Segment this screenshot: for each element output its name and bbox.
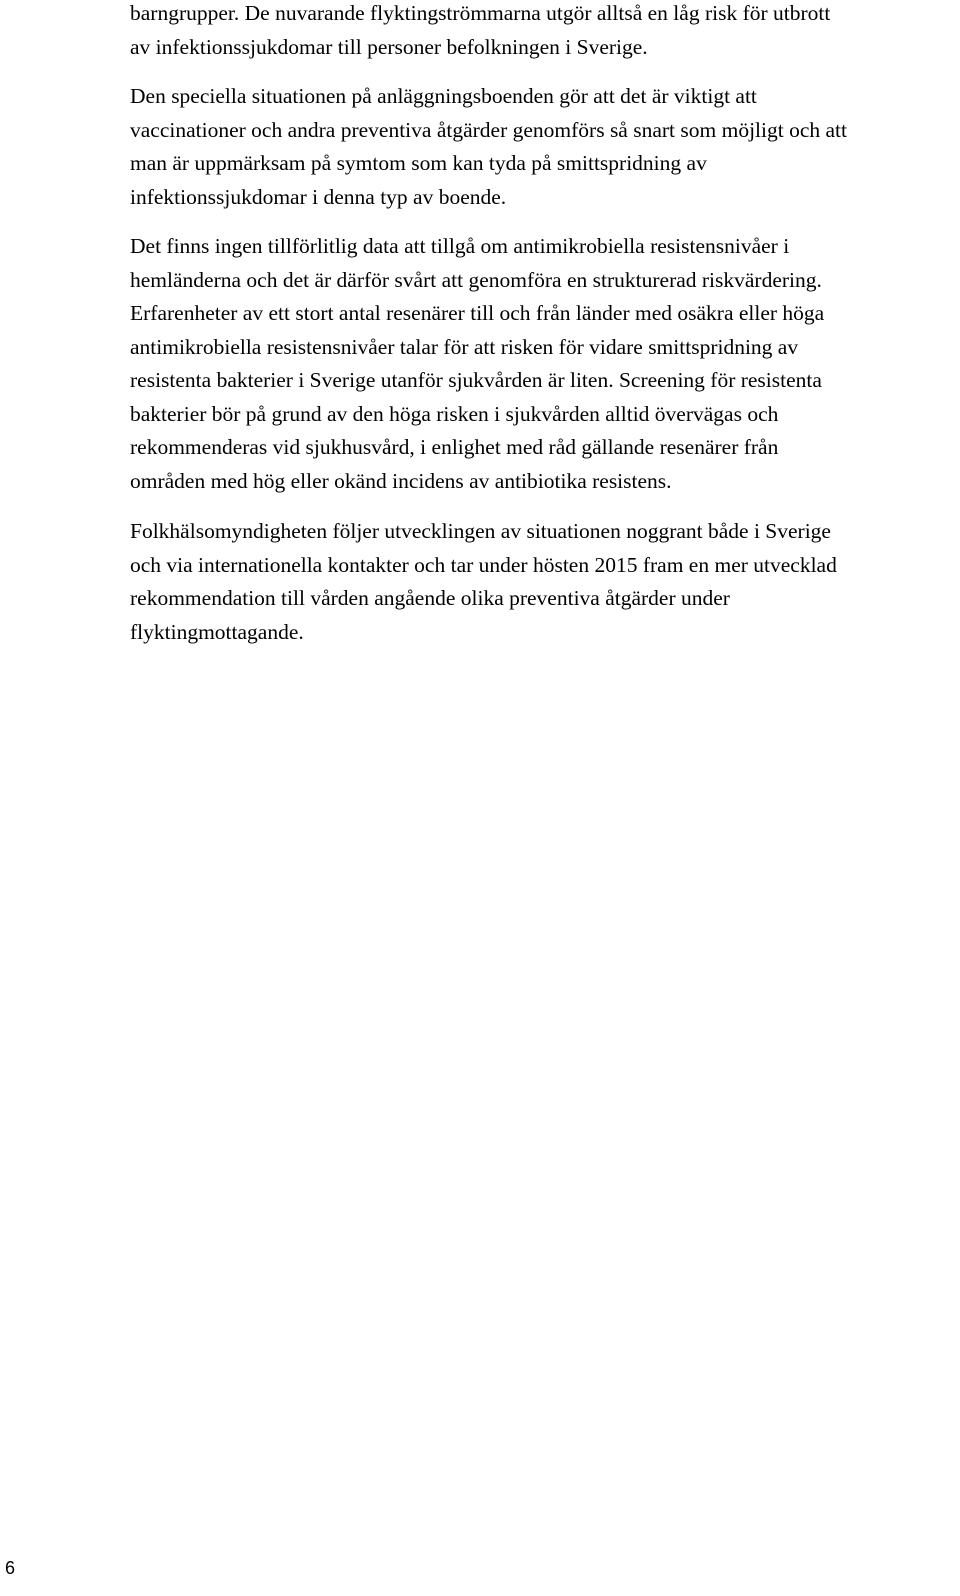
text-line: barngrupper. De nuvarande flyktingströmmarna utgör alltså en låg risk för utbrott: [130, 1, 831, 25]
text-line: områden med hög eller okänd incidens av antibiotika resistens.: [130, 468, 672, 493]
text-line: flyktingmottagande.: [130, 619, 304, 644]
text-line: bakterier bör på grund av den höga risken i sjukvården alltid övervägas och: [130, 401, 779, 426]
text-line: och via internationella kontakter och tar under hösten 2015 fram en mer utvecklad: [130, 552, 837, 577]
text-line: resistenta bakterier i Sverige utanför sjukvården är liten. Screening för resistenta: [130, 368, 822, 392]
paragraph-antimicrobial-resistance: [130, 230, 930, 498]
text-line: man är uppmärksam på symtom som kan tyda på smittspridning av: [130, 151, 707, 175]
text-line: vaccinationer och andra preventiva åtgärder genomförs så snart som möjligt och att: [130, 117, 848, 142]
text-line: Erfarenheter av ett stort antal resenärer till och från länder med osäkra eller höga: [130, 301, 825, 325]
text-line: Det finns ingen tillförlitlig data att tillgå om antimikrobiella resistensnivåer i: [130, 234, 790, 258]
page-number: 6: [5, 1558, 16, 1578]
paragraph-accommodation: [130, 80, 930, 214]
text-line: Folkhälsomyndigheten följer utvecklingen av situationen noggrant både i Sverige: [130, 519, 831, 543]
text-line: Den speciella situationen på anläggningsboenden gör att det är viktigt att: [130, 84, 757, 108]
text-line: infektionssjukdomar i denna typ av boende.: [130, 184, 507, 209]
text-line: rekommendation till vården angående olika preventiva åtgärder under: [130, 586, 730, 610]
paragraph-public-health-agency: [130, 515, 930, 649]
paragraph-outbreak-risk: [130, 0, 930, 64]
text-line: av infektionssjukdomar till personer befolkningen i Sverige.: [130, 34, 648, 59]
text-line: hemländerna och det är därför svårt att genomföra en strukturerad riskvärdering.: [130, 267, 822, 292]
text-line: antimikrobiella resistensnivåer talar för att risken för vidare smittspridning av: [130, 334, 799, 359]
text-line: rekommenderas vid sjukhusvård, i enlighet med råd gällande resenärer från: [130, 435, 779, 459]
